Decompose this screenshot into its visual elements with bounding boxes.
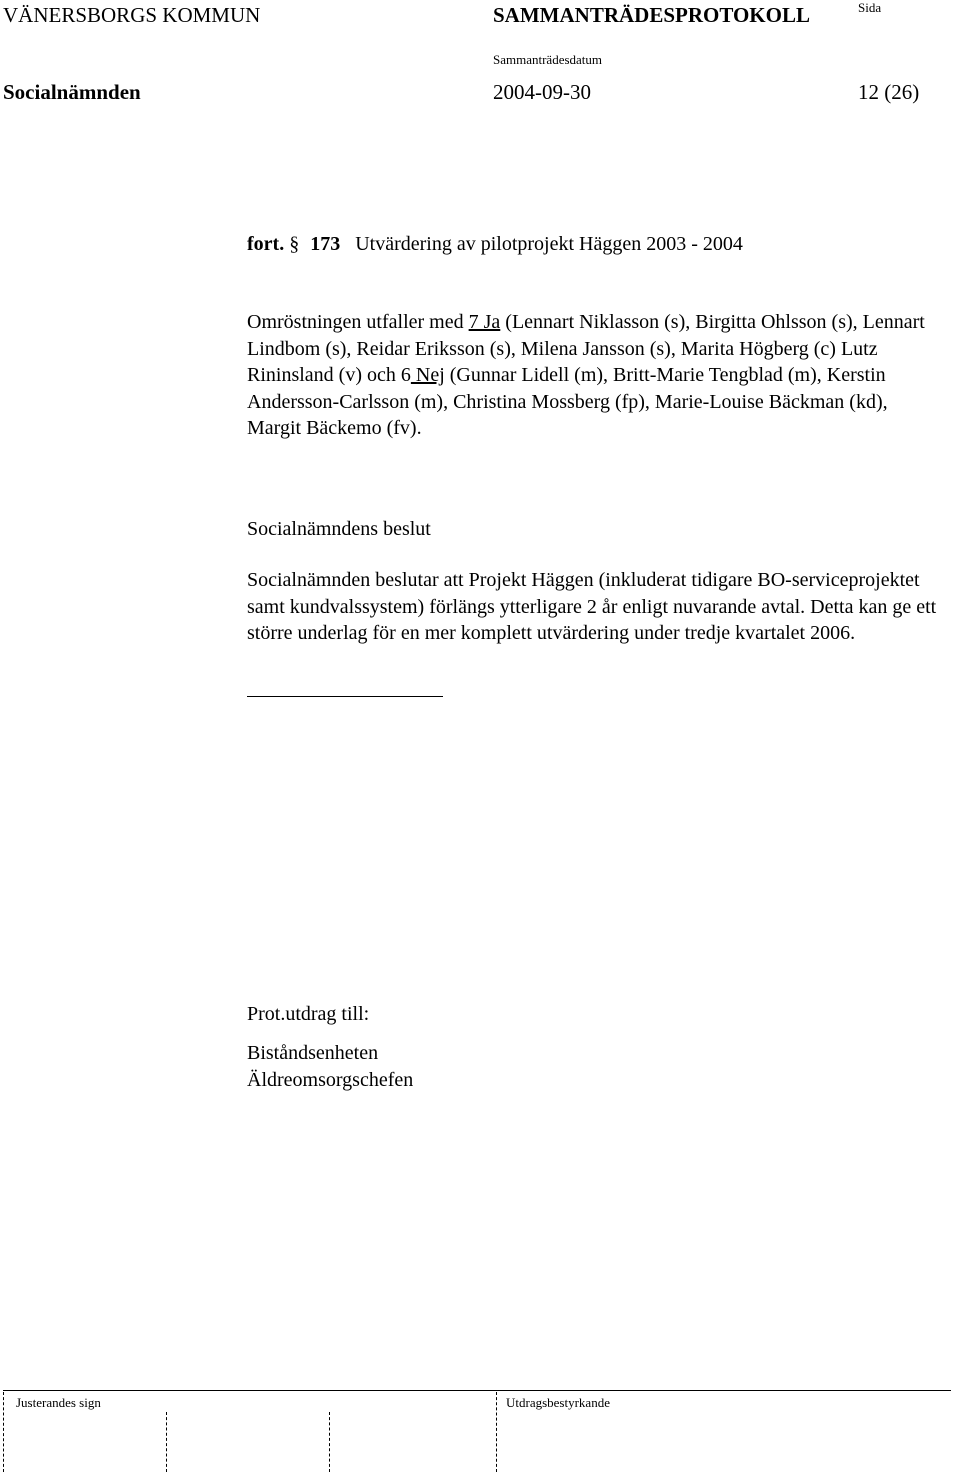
footer-divider <box>496 1392 497 1472</box>
municipality-name: VÄNERSBORGS KOMMUN <box>3 3 261 27</box>
decision-text: Socialnämnden beslutar att Projekt Häggen (inkluderat tidigare BO-serviceprojektet samt kundvalssystem) förlängs ytterligare 2 år enligt nuvarande avtal. Detta kan ge ett större underlag för en mer komplett utvärdering under tredje kvartalet 2006. <box>247 569 937 644</box>
extract-certification-label: Utdragsbestyrkande <box>506 1395 610 1410</box>
meeting-date: 2004-09-30 <box>493 80 591 104</box>
recipient-2: Äldreomsorgschefen <box>247 1069 414 1091</box>
vote-intro: Omröstningen utfaller med <box>247 311 469 333</box>
document-type: SAMMANTRÄDESPROTOKOLL <box>493 3 810 27</box>
page-number: 12 (26) <box>858 80 920 104</box>
yes-names: (Lennart Niklasson (s), Birgitta Ohlsson (s), Lennart Lindbom (s), Reidar Eriksson (s), Milena Jansson (s), Marita Högberg (c) Lutz Rininsland (v) och <box>247 311 925 386</box>
distribution-label: Prot.utdrag till: <box>247 1003 370 1025</box>
separator-line <box>247 696 443 697</box>
paragraph-sign: § <box>289 233 300 255</box>
meeting-date-label: Sammanträdesdatum <box>493 52 603 67</box>
section-heading <box>247 231 743 258</box>
footer-divider <box>329 1412 330 1472</box>
footer-divider <box>166 1412 167 1472</box>
signature-label: Justerandes sign <box>16 1395 101 1410</box>
continuation-label: fort. <box>247 233 285 255</box>
section-number: 173 <box>310 233 341 255</box>
recipient-1: Biståndsenheten <box>247 1042 379 1064</box>
section-title: Utvärdering av pilotprojekt Häggen 2003 - 2004 <box>355 233 743 255</box>
no-names: (Gunnar Lidell (m), Britt-Marie Tengblad (m), Kerstin Andersson-Carlsson (m), Christina Mossberg (fp), Marie-Louise Bäckman (kd), Margit Bäckemo (fv). <box>247 364 888 439</box>
committee-name: Socialnämnden <box>3 80 141 104</box>
no-prefix: 6 <box>400 364 411 386</box>
decision-heading: Socialnämndens beslut <box>247 518 431 540</box>
footer-rule <box>3 1390 951 1391</box>
vote-paragraph <box>247 309 927 442</box>
no-count: Nej <box>410 364 445 386</box>
yes-count: 7 Ja <box>468 311 501 333</box>
footer-divider <box>3 1392 4 1472</box>
page-label: Sida <box>858 0 882 15</box>
